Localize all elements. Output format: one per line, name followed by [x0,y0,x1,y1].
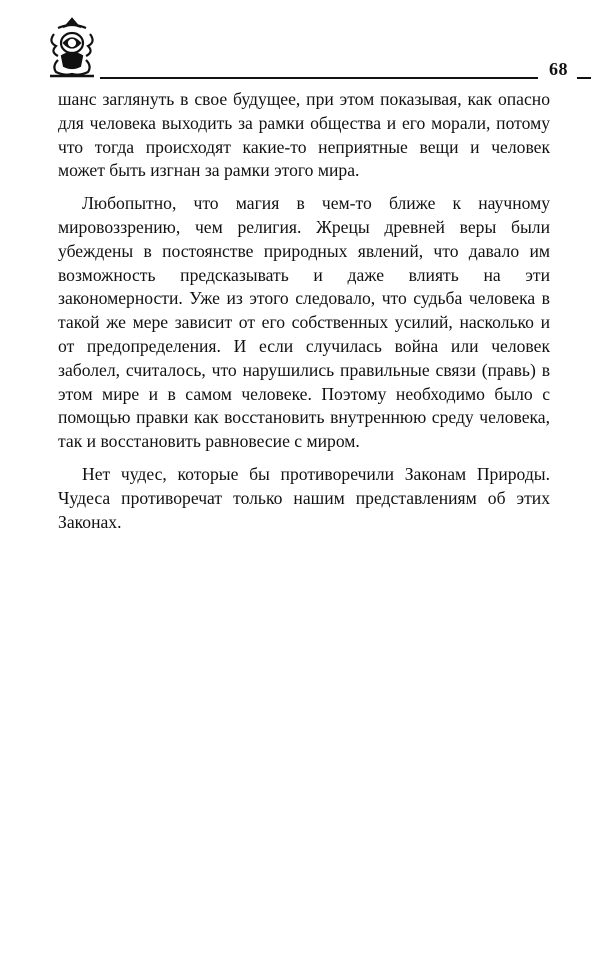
page-number: 68 [549,59,568,79]
body-text [58,88,550,543]
paragraph: Любопытно, что магия в чем-то ближе к научному мировоззрению, чем религия. Жрецы древней веры были убеждены в постоянстве природных явлений, что давало им возможность предсказывать и даже влиять на эти закономерности. Уже из этого следовало, что судьба человека в такой же мере зависит от его собственных усилий, насколько и от предопределения. И если случилась война или человек заболел, считалось, что нарушились правильные связи (правь) в этом мире и в самом человеке. Поэтому необходимо было с помощью правки как восстановить внутреннюю среду человека, так и восстановить равновесие с миром. [58,193,550,452]
header-rule-tail [577,77,591,79]
page-header [44,16,568,82]
heraldic-ornament-icon [44,16,100,80]
header-rule [100,77,538,79]
paragraph: шанс заглянуть в свое будущее, при этом показывая, как опасно для человека выходить за рамки общества и его морали, потому что тогда происходят какие-то неприятные вещи и человек может быть изгнан за рамки этого мира. [58,89,550,181]
paragraph: Нет чудес, которые бы противоречили Законам Природы. Чудеса противоречат только нашим представлениям об этих Законах. [58,463,550,532]
